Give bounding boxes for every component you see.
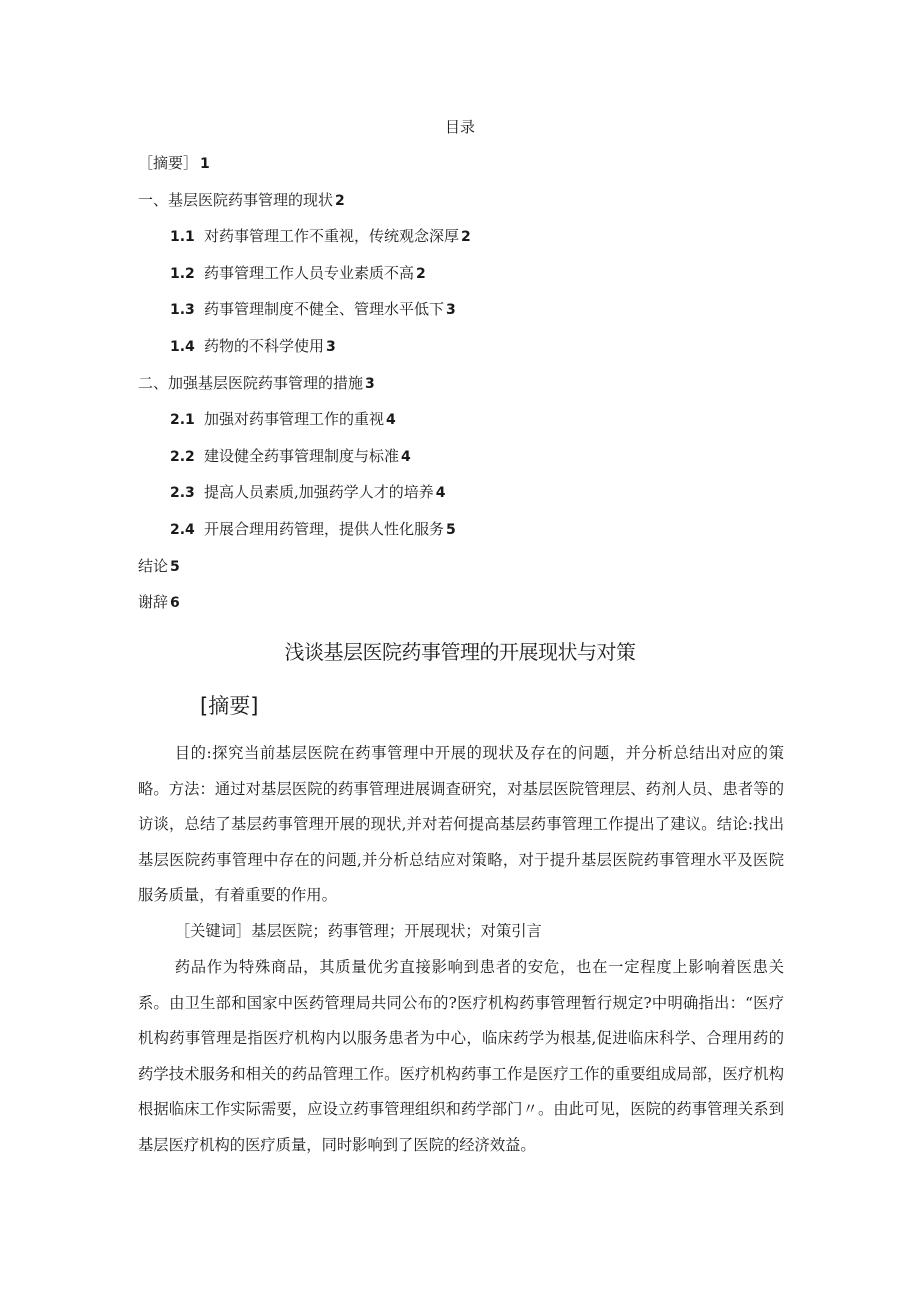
- toc-subentry[interactable]: [138, 223, 778, 260]
- toc-entry[interactable]: [138, 150, 778, 187]
- toc-entry-page: 2: [416, 265, 426, 282]
- toc-entry-text: 药事管理工作人员专业素质不高: [204, 263, 415, 282]
- toc-entry-number: 2.4: [170, 521, 195, 538]
- toc-entry-text: 一、基层医院药事管理的现状: [138, 190, 334, 209]
- toc-entry-page: 4: [435, 485, 446, 502]
- toc-entry-number: 1.1: [170, 229, 195, 246]
- abstract-paragraph: 目的:探究当前基层医院在药事管理中开展的现状及存在的问题，并分析总结出对应的策略。方法：通过对基层医院的药事管理进展调查研究，对基层医院管理层、药剂人员、患者等的访谈，总结了基层药事管理开展的现状,并对若何提高基层药事管理工作提出了建议。结论:找出基层医院药事管理中存在的问题,并分析总结应对策略，对于提升基层医院药事管理水平及医院服务质量，有着重要的作用。: [138, 744, 784, 905]
- toc-entry-text: 结论: [138, 556, 169, 575]
- toc-subentry[interactable]: [138, 333, 778, 370]
- toc-entry-number: 2.1: [170, 412, 195, 429]
- toc-entry-page: 3: [446, 302, 456, 319]
- abstract-heading: [摘要]: [200, 694, 259, 718]
- toc-entry[interactable]: [138, 370, 778, 407]
- toc-subentry[interactable]: [138, 260, 778, 297]
- toc-entry-page: 4: [386, 412, 396, 429]
- toc-title: 目录: [444, 118, 475, 136]
- toc-subentry[interactable]: [138, 296, 778, 333]
- toc-entry-number: 1.3: [170, 302, 195, 319]
- toc-subentry[interactable]: [138, 479, 778, 516]
- toc-entry-text: 药物的不科学使用: [204, 336, 325, 355]
- toc-entry-text: ［摘要］: [138, 154, 199, 172]
- toc-entry-text: 提高人员素质,加强药学人才的培养: [204, 483, 434, 502]
- toc-entry-number: 1.2: [170, 265, 195, 282]
- toc-entry-page: 5: [446, 521, 456, 538]
- keywords-line: ［关键词］基层医院；药事管理；开展现状；对策引言: [174, 922, 542, 940]
- toc-entry-number: 2.2: [170, 448, 195, 465]
- toc-entry-page: 3: [365, 375, 375, 392]
- toc-entry-number: 2.3: [170, 485, 195, 502]
- toc-entry-number: 1.4: [170, 338, 195, 355]
- toc-entry-page: 1: [200, 156, 210, 172]
- toc-entry-page: 2: [335, 192, 345, 209]
- toc-entry-page: 6: [170, 595, 180, 612]
- toc-entry-page: 3: [326, 338, 336, 355]
- toc-entry-page: 5: [170, 558, 180, 575]
- toc-subentry[interactable]: [138, 443, 778, 480]
- toc-subentry[interactable]: [138, 516, 778, 553]
- toc-entry-page: 2: [461, 229, 471, 246]
- toc-entry-text: 二、加强基层医院药事管理的措施: [138, 373, 364, 392]
- toc-entry-text: 加强对药事管理工作的重视: [204, 410, 385, 429]
- toc-entry-text: 建设健全药事管理制度与标准: [204, 446, 400, 465]
- toc-entry-text: 药事管理制度不健全、管理水平低下: [204, 300, 445, 319]
- toc-entry[interactable]: [138, 589, 778, 626]
- toc-entry-text: 谢辞: [138, 593, 169, 612]
- toc-entry-page: 4: [401, 448, 411, 465]
- toc-entry-text: 对药事管理工作不重视，传统观念深厚: [204, 227, 460, 246]
- toc-entry[interactable]: [138, 187, 778, 224]
- document-title: 浅谈基层医院药事管理的开展现状与对策: [284, 640, 636, 664]
- toc-subentry[interactable]: [138, 406, 778, 443]
- toc-entry-text: 开展合理用药管理，提供人性化服务: [204, 519, 445, 538]
- table-of-contents: [138, 150, 778, 626]
- intro-paragraph: 药品作为特殊商品，其质量优劣直接影响到患者的安危，也在一定程度上影响着医患关系。由卫生部和国家中医药管理局共同公布的?医疗机构药事管理暂行规定?中明确指出：“医疗机构药事管理是指医疗机构内以服务患者为中心，临床药学为根基,促进临床科学、合理用药的药学技术服务和相关的药品管理工作。医疗机构药事工作是医疗工作的重要组成局部，医疗机构根据临床工作实际需要，应设立药事管理组织和药学部门〃。由此可见，医院的药事管理关系到基层医疗机构的医疗质量，同时影响到了医院的经济效益。: [138, 958, 784, 1154]
- toc-entry[interactable]: [138, 553, 778, 590]
